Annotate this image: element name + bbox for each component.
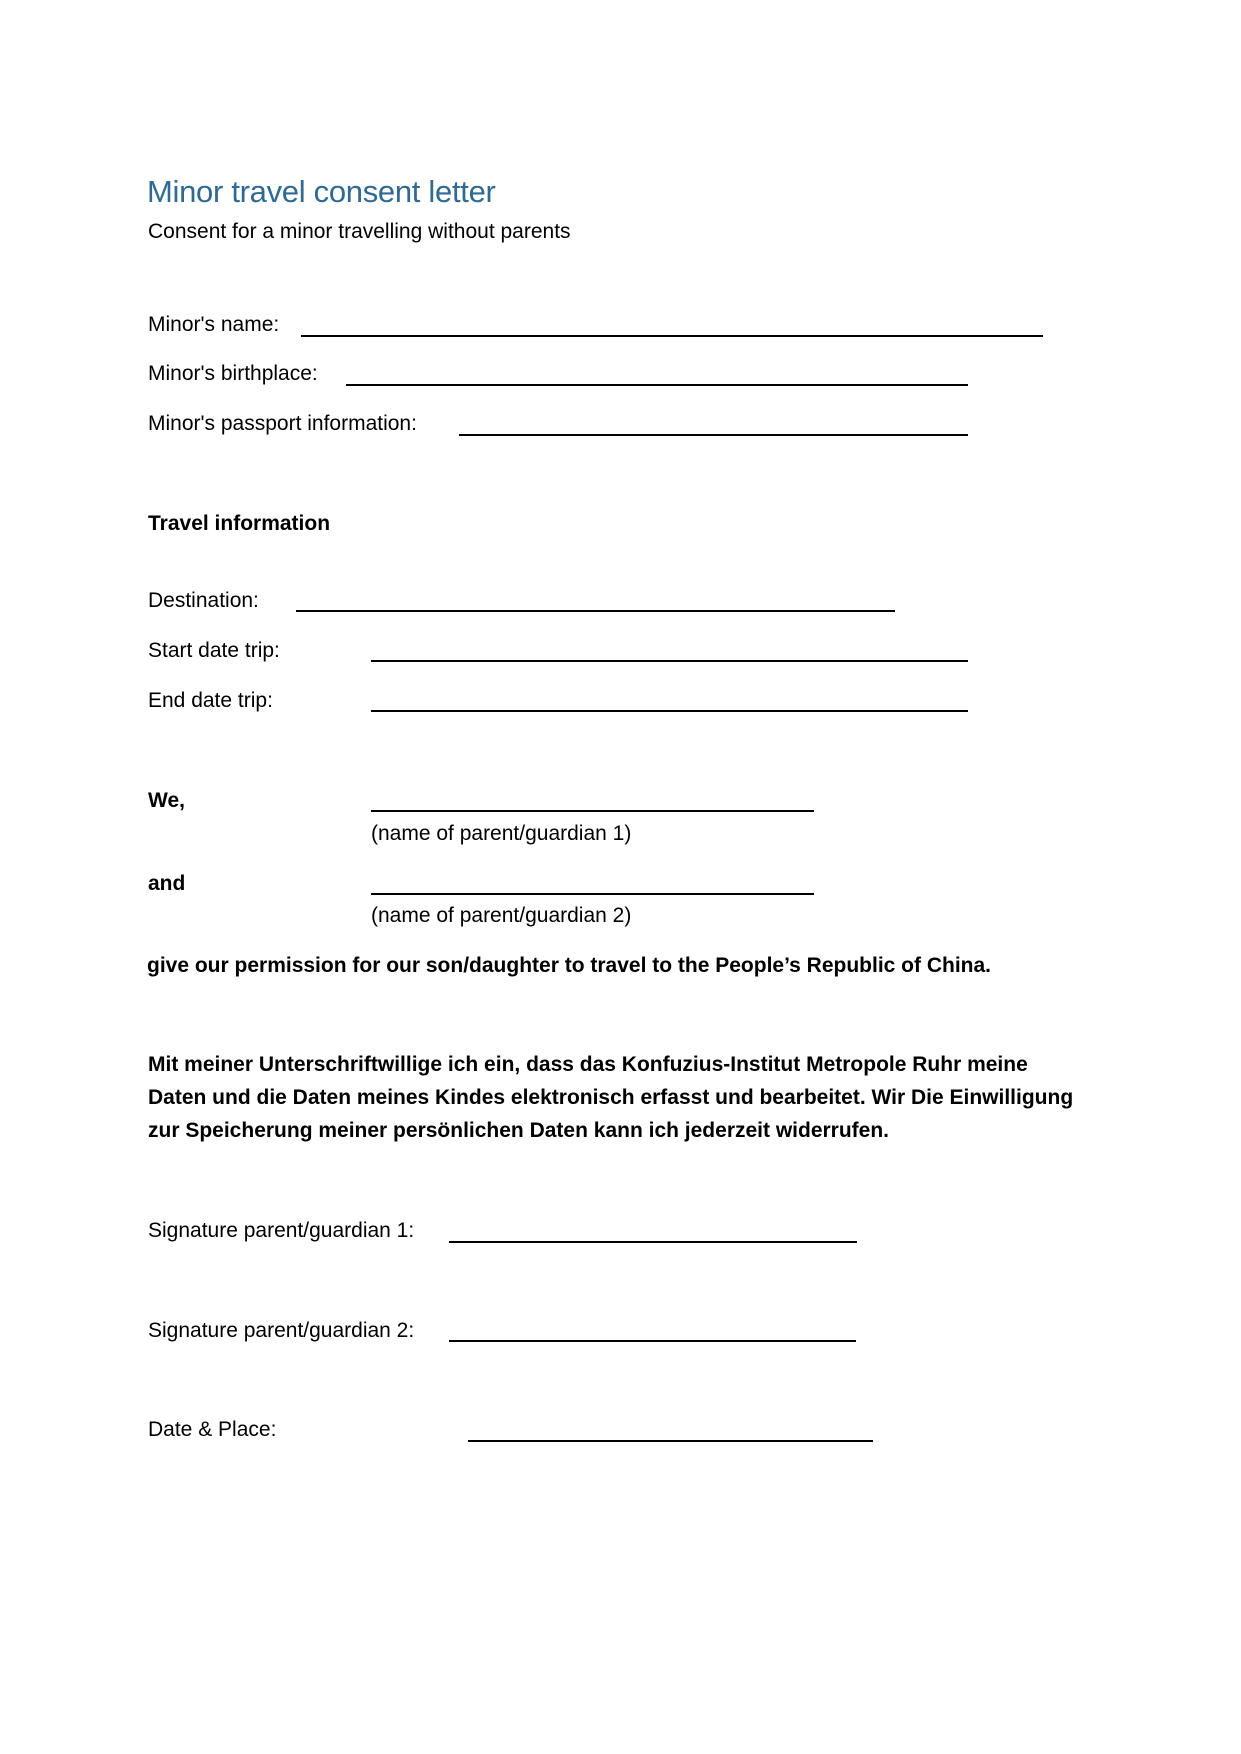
we-label: We,: [148, 789, 185, 812]
date-place-label: Date & Place:: [148, 1418, 277, 1441]
minor-name-field[interactable]: [301, 335, 1043, 337]
data-consent-paragraph: Mit meiner Unterschriftwillige ich ein, dass das Konfuzius-Institut Metropole Ruhr meine Daten und die Daten meines Kindes elektronisch erfasst und bearbeitet. Wir Die Einwilligung zur Speicherung meiner persönlichen Daten kann ich jederzeit widerrufen.: [148, 1053, 1074, 1142]
guardian1-caption: (name of parent/guardian 1): [371, 822, 632, 845]
minor-birthplace-field[interactable]: [346, 384, 968, 386]
guardian1-signature-label: Signature parent/guardian 1:: [148, 1219, 415, 1242]
guardian1-name-field[interactable]: [371, 810, 814, 812]
destination-field[interactable]: [296, 610, 895, 612]
end-date-label: End date trip:: [148, 689, 273, 712]
minor-name-label: Minor's name:: [148, 313, 280, 336]
start-date-label: Start date trip:: [148, 639, 280, 662]
destination-label: Destination:: [148, 589, 259, 612]
guardian2-signature-field[interactable]: [449, 1340, 856, 1342]
date-place-field[interactable]: [468, 1440, 873, 1442]
guardian2-name-field[interactable]: [371, 893, 814, 895]
start-date-field[interactable]: [371, 660, 968, 662]
minor-birthplace-label: Minor's birthplace:: [148, 362, 318, 385]
travel-information-heading: Travel information: [148, 512, 331, 535]
minor-passport-field[interactable]: [459, 434, 968, 436]
and-label: and: [148, 872, 186, 895]
guardian2-signature-label: Signature parent/guardian 2:: [148, 1319, 415, 1342]
end-date-field[interactable]: [371, 710, 968, 712]
document-subtitle: Consent for a minor travelling without parents: [148, 220, 571, 243]
permission-statement: give our permission for our son/daughter to travel to the People’s Republic of China.: [147, 954, 991, 977]
minor-passport-label: Minor's passport information:: [148, 412, 417, 435]
guardian2-caption: (name of parent/guardian 2): [371, 904, 632, 927]
guardian1-signature-field[interactable]: [449, 1241, 857, 1243]
document-title: Minor travel consent letter: [147, 174, 496, 209]
